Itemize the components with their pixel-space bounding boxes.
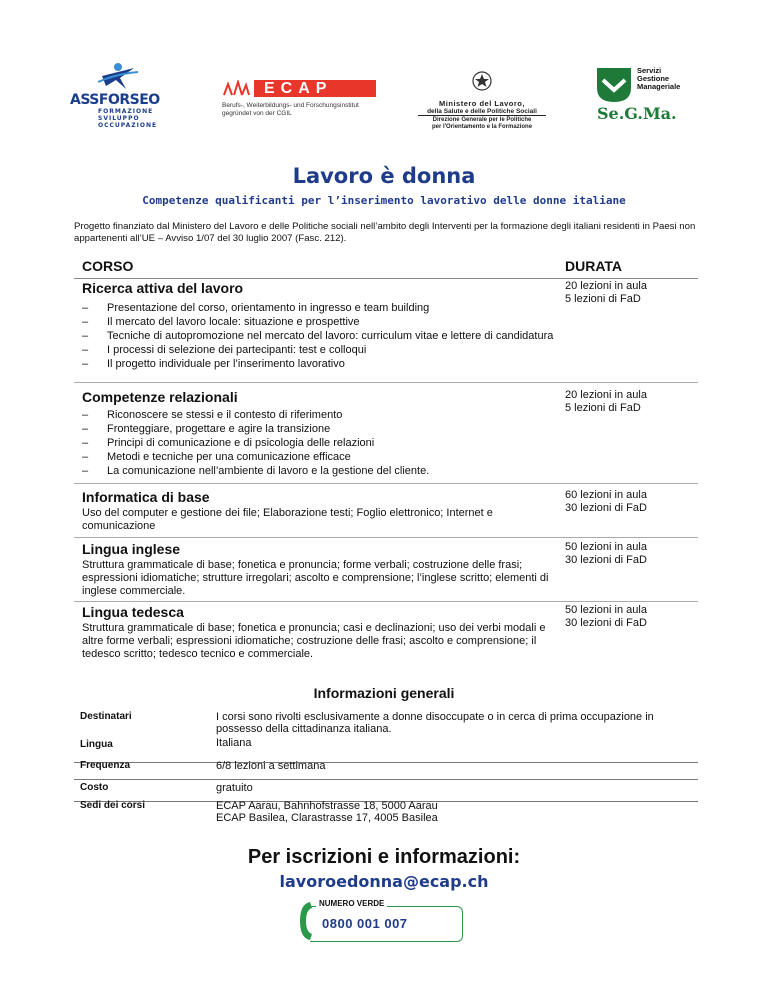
course-duration: 50 lezioni in aula 30 lezioni di FaD [565,541,647,566]
course-name: Competenze relazionali [82,389,238,405]
course-row [74,387,698,484]
course-name: Ricerca attiva del lavoro [82,280,244,296]
intro-paragraph: Progetto finanziato dal Ministero del Lavoro e delle Politiche sociali nell’ambito degli Interventi per la formazione degli italiani residenti in Paesi non appartenenti all’UE – Avviso 1/07 del 30 luglio 2007 (Fasc. 212). [74,221,696,244]
course-topics [82,408,562,478]
info-value: ECAP Aarau, Bahnhofstrasse 18, 5000 Aarau ECAP Basilea, Clarastrasse 17, 4005 Basilea [216,800,438,824]
info-row [74,797,698,831]
info-key: Sedi dei corsi [80,800,146,811]
toll-free-number[interactable]: 0800 001 007 [322,916,408,931]
info-key: Costo [80,782,109,793]
info-row [74,708,698,736]
course-duration: 20 lezioni in aula 5 lezioni di FaD [565,280,647,305]
list-item: – I processi di selezione dei partecipanti: test e colloqui [82,344,367,356]
segma-name: Se.G.Ma. [597,104,677,123]
assforseo-logo [70,62,160,132]
assforseo-subtitle: FORMAZIONE SVILUPPO OCCUPAZIONE [98,108,158,129]
ministero-line1: Ministero del Lavoro, [439,99,525,108]
page-title: Lavoro è donna [292,164,476,188]
list-item: – Riconoscere se stessi e il contesto di riferimento [82,409,343,421]
ecap-subtitle: Berufs-, Weiterbildungs- und Forschungsinstitut gegründet von der CGIL [222,102,359,117]
course-row [74,539,698,602]
info-section-title: Informazioni generali [313,685,455,701]
course-name: Lingua inglese [82,541,181,557]
course-description: Struttura grammaticale di base; fonetica e pronuncia; casi e declinazioni; uso dei verbi modali e altre forme verbali; espressioni idiomatiche; costruzione delle frasi; ascolto e comprensione; il tedesco scritto; tedesco tecnico e commerciale. [82,622,546,660]
course-column-header: CORSO [82,258,134,274]
course-description: Uso del computer e gestione dei file; Elaborazione testi; Foglio elettronico; Internet e comunicazione [82,507,493,532]
ecap-name: ECAP [254,80,376,97]
info-value: I corsi sono rivolti esclusivamente a donne disoccupate o in cerca di prima occupazione in possesso della cittadinanza italiana. [216,711,654,735]
list-item: – Tecniche di autopromozione nel mercato del lavoro: curriculum vitae e lettere di candidatura [82,330,554,342]
ministero-logo [418,70,546,132]
course-table-header [74,256,698,279]
info-value: gratuito [216,782,253,794]
course-duration: 20 lezioni in aula 5 lezioni di FaD [565,389,647,414]
toll-free-badge [298,898,468,946]
assforseo-figure-icon [96,62,140,90]
ecap-people-icon [222,80,250,96]
list-item: – Principi di comunicazione e di psicologia delle relazioni [82,437,375,449]
duration-column-header: DURATA [565,258,623,274]
info-value: 6/8 lezioni a settimana [216,760,326,772]
course-row [74,602,698,666]
course-description: Struttura grammaticale di base; fonetica e pronuncia; forme verbali; costruzione delle frasi; espressioni idiomatiche; strutture irregolari; ascolto e comprensione; l’inglese scritto; elementi di inglese commerciale. [82,559,549,597]
contact-email-link[interactable]: lavoroedonna@ecap.ch [279,872,489,891]
course-duration: 50 lezioni in aula 30 lezioni di FaD [565,604,647,629]
segma-tagline: Servizi Gestione Manageriale [637,66,681,91]
info-key: Lingua [80,739,113,750]
info-value: Italiana [216,737,252,749]
list-item: – Fronteggiare, progettare e agire la transizione [82,423,331,435]
info-key: Destinatari [80,711,132,722]
course-topics [82,301,562,371]
list-item: – La comunicazione nell’ambiente di lavoro e la gestione del cliente. [82,465,430,477]
ministero-line3: Direzione Generale per le Politiche per l'Orientamento e la Formazione [431,117,533,130]
list-item: – Presentazione del corso, orientamento in ingresso e team building [82,302,430,314]
toll-free-label: NUMERO VERDE [316,899,387,908]
info-row [74,757,698,780]
course-row [74,487,698,538]
list-item: – Il progetto individuale per l’inserimento lavorativo [82,358,345,370]
ministero-line2: della Salute e delle Politiche Sociali [418,108,546,116]
assforseo-name: ASSFORSEO [70,92,160,108]
course-duration: 60 lezioni in aula 30 lezioni di FaD [565,489,647,514]
course-name: Informatica di base [82,489,210,505]
list-item: – Il mercato del lavoro locale: situazione e prospettive [82,316,360,328]
segma-logo [595,66,697,122]
signup-heading: Per iscrizioni e informazioni: [247,846,521,868]
course-row [74,278,698,383]
info-key: Frequenza [80,760,131,771]
italian-emblem-icon [471,70,493,92]
segma-shield-icon [595,66,633,104]
page-subtitle: Competenze qualificanti per l’inserimento lavorativo delle donne italiane [142,194,626,207]
course-name: Lingua tedesca [82,604,184,620]
ecap-logo [222,80,378,124]
list-item: – Metodi e tecniche per una comunicazione efficace [82,451,351,463]
